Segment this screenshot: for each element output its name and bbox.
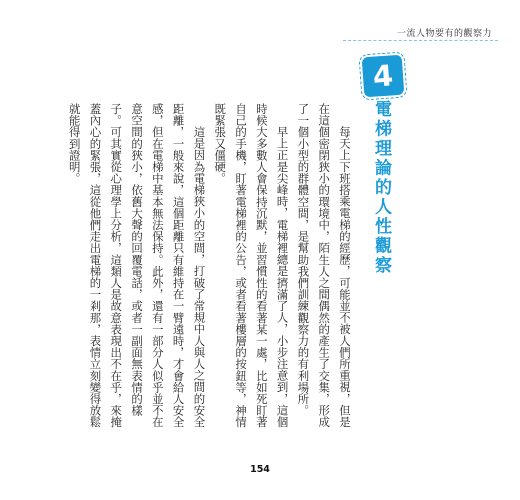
chapter-title: 電梯理論的人性觀察 [371,100,391,276]
paragraph: 早上正是尖峰時，電梯裡總是擠滿了人，小步注意到，這個時候大多數人會保持沉默，並習慣性的看著某一處，比如死盯著自己的手機，盯著電梯裡的公告，或者看著樓層的按鈕等，神情既緊張又僵硬。 [213,103,290,428]
chapter-number-badge [360,53,407,100]
paragraph: 這是因為電梯狹小的空間，打破了常規中人與人之間的安全距離，一般來說，這個距離只有維持在一臂遠時，才會給人安全感，但在電梯中基本無法保持。此外，還有一部分人似乎並不在意空間的狹小，依舊大聲的回覆電話，或者一副面無表情的樣子。可其實從心理學上分析，這類人是故意表現出不在乎，來掩蓋內心的緊張，這從他們走出電梯的一剎那，表情立刻變得放鬆就能得到證明。 [67,103,207,428]
page-number: 154 [250,464,270,475]
book-title: 一流人物要有的觀察力 [396,29,492,39]
paragraph: 每天上下班搭乘電梯的經歷，可能並不被人們所重視，但是在這個密閉狹小的環境中，陌生人之間偶然的產生了交集，形成了一個小型的群體空間，是幫助我們訓練觀察力的有利場所。 [296,103,352,428]
chapter-number: 4 [371,57,395,94]
body-text [64,103,355,433]
header-dashed-divider [343,40,498,41]
